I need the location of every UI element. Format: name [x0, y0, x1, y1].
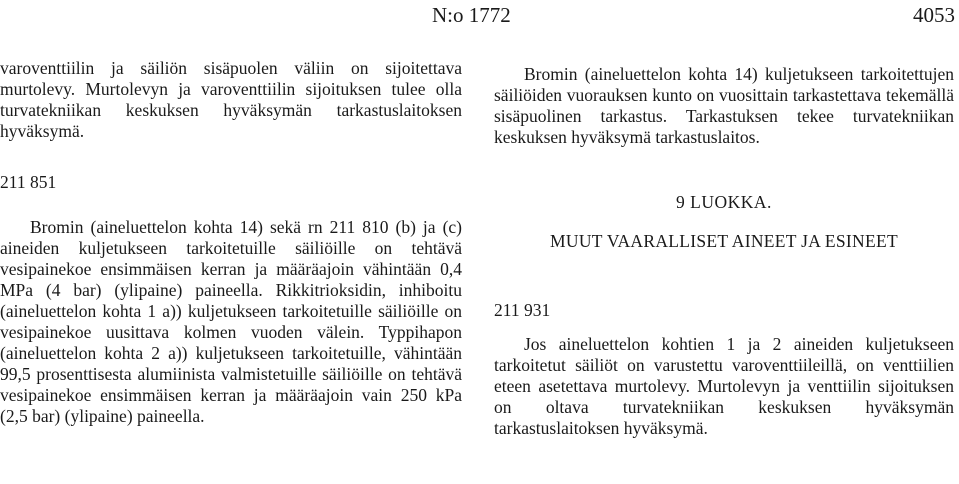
left-section-code: 211 851 — [0, 172, 57, 192]
document-number: N:o 1772 — [432, 3, 511, 27]
page-number: 4053 — [913, 3, 955, 27]
right-section-paragraph: Jos aineluettelon kohtien 1 ja 2 aineiden kuljetukseen tarkoitetut säiliöt on varustettu varoventtiileillä, on venttiilien eteen asetettava murtolevy. Murtolevyn ja venttiilin sijoituksen on oltava turvatekniikan keskuksen hyväksymän tarkastuslaitoksen hyväksymä. — [494, 334, 954, 438]
left-intro-paragraph: varoventtiilin ja säiliön sisäpuolen väliin on sijoitettava murtolevy. Murtolevyn ja varoventtiilin sijoituksen tulee olla turvatekniikan keskuksen hyväksymän tarkastuslaitoksen hyväksymä. — [0, 58, 462, 141]
class-heading: 9 LUOKKA. — [676, 192, 772, 212]
left-column — [0, 58, 462, 427]
right-intro-paragraph: Bromin (aineluettelon kohta 14) kuljetukseen tarkoitettujen säiliöiden vuorauksen kunto on vuosittain tarkastettava tekemällä sisäpuolinen tarkastus. Tarkastuksen tekee turvatekniikan keskuksen hyväksymä tarkastuslaitos. — [494, 64, 954, 147]
left-section-paragraph: Bromin (aineluettelon kohta 14) sekä rn 211 810 (b) ja (c) aineiden kuljetukseen tarkoitetuille säiliöille on tehtävä vesipainekoe ensimmäisen kerran ja määräajoin vähintään 0,4 MPa (4 bar) (ylipaine) paineella. Rikkitrioksidin, inhiboitu (aineluettelon kohta 1 a)) kuljetukseen tarkoitetuille säiliöille on vesipainekoe uusittava kolmen vuoden välein. Typpihapon (aineluettelon kohta 2 a)) kuljetukseen tarkoitetuille, vähintään 99,5 prosenttisesta alumiinista valmistetuille säiliöille on tehtävä vesipainekoe ensimmäisen kerran ja määräajoin vain 250 kPa (2,5 bar) (ylipaine) paineella. — [0, 217, 462, 426]
class-title: MUUT VAARALLISET AINEET JA ESINEET — [550, 231, 898, 251]
right-column — [494, 64, 954, 439]
page-header — [0, 0, 959, 30]
right-section-code: 211 931 — [494, 300, 551, 320]
